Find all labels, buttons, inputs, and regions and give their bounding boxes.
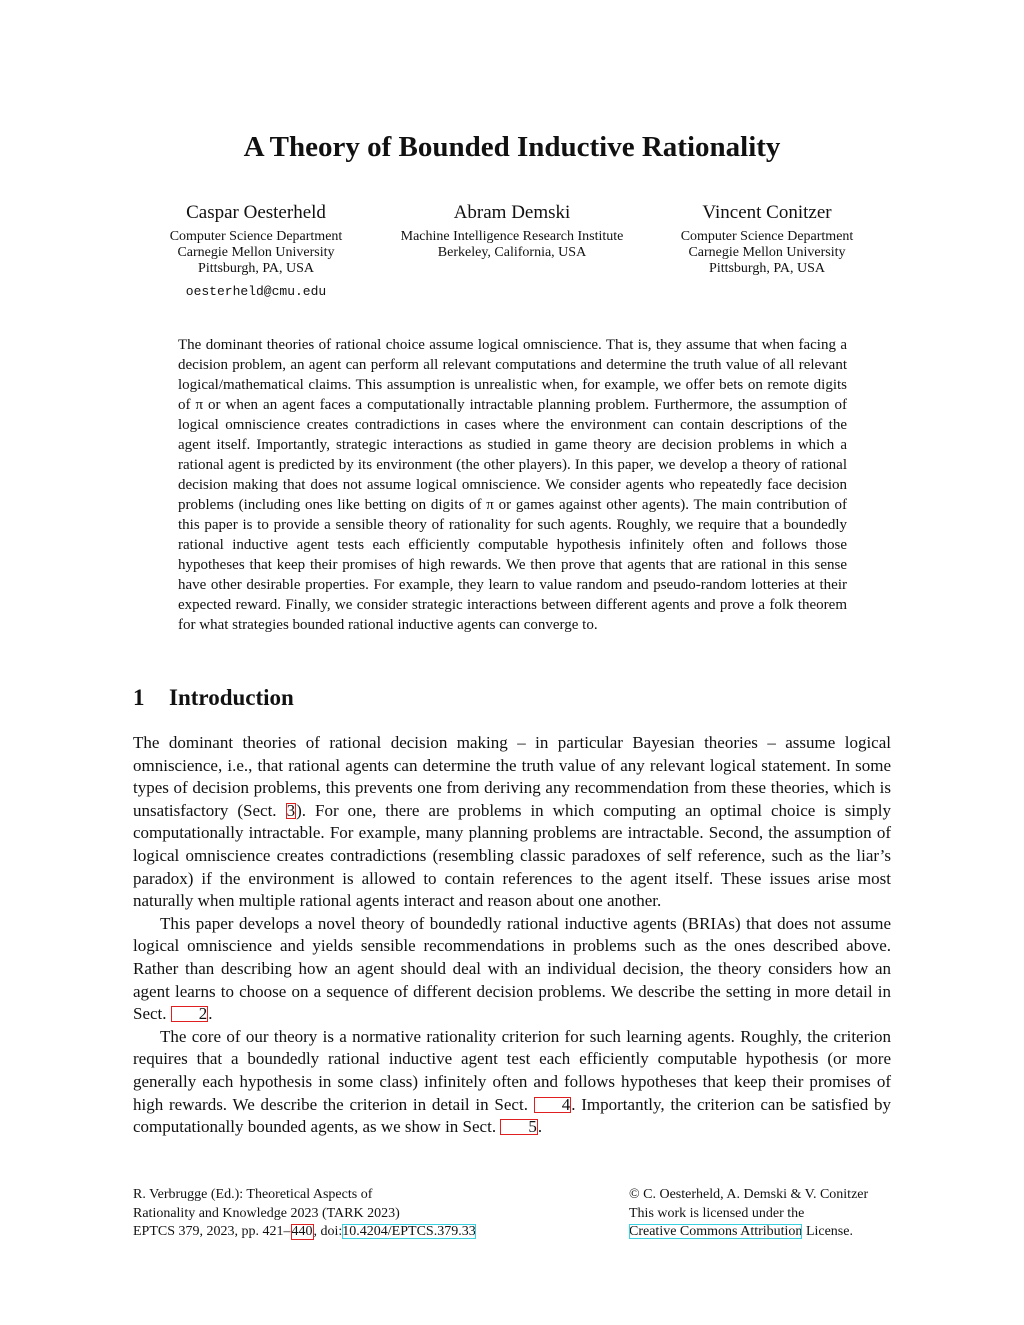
footer-text: License. bbox=[802, 1224, 853, 1239]
author-name: Vincent Conitzer bbox=[702, 202, 832, 223]
footer-line bbox=[133, 1223, 553, 1242]
footer-line: R. Verbrugge (Ed.): Theoretical Aspects of bbox=[133, 1187, 373, 1202]
doi-link[interactable]: 10.4204/EPTCS.379.33 bbox=[342, 1224, 476, 1239]
section-ref-link[interactable]: 5 bbox=[500, 1119, 538, 1135]
section-number: 1 bbox=[133, 685, 145, 710]
paragraph-text: . bbox=[537, 1117, 543, 1137]
footer-line: Rationality and Knowledge 2023 (TARK 2023) bbox=[133, 1205, 400, 1221]
footer-license-info bbox=[629, 1186, 899, 1242]
section-heading bbox=[133, 685, 294, 711]
section-ref-link[interactable]: 2 bbox=[171, 1006, 209, 1022]
author-email: oesterheld@cmu.edu bbox=[185, 284, 327, 299]
paragraph bbox=[133, 1026, 891, 1139]
paragraph-text: . Importantly, the criterion can be satisfied by computationally bounded agents, as we show in Sect. bbox=[133, 1094, 891, 1137]
section-ref-link[interactable]: 3 bbox=[286, 800, 296, 820]
footer-text: , doi: bbox=[313, 1224, 343, 1239]
author-affiliation-line: Carnegie Mellon University bbox=[688, 245, 846, 260]
author-name: Abram Demski bbox=[453, 202, 571, 223]
footer-publication-info bbox=[133, 1186, 553, 1242]
footer-text: EPTCS 379, 2023, pp. 421– bbox=[133, 1224, 291, 1239]
paragraph bbox=[133, 732, 891, 913]
author-affiliation-line: Berkeley, California, USA bbox=[437, 245, 587, 260]
footer-line bbox=[629, 1223, 899, 1242]
author-affiliation-line: Pittsburgh, PA, USA bbox=[198, 261, 314, 276]
paragraph-text: This paper develops a novel theory of boundedly rational inductive agents (BRIAs) that does not assume logical omniscience and yields sensible recommendations in problems such as the ones described above. Rather than describing how an agent should deal with an individual decision, the theory considers how an agent learns to choose on a sequence of different decision problems. We describe the setting in more detail in Sect. bbox=[133, 913, 891, 1024]
footer-line: This work is licensed under the bbox=[629, 1205, 805, 1221]
paragraph-text: The core of our theory is a normative rationality criterion for such learning agents. Roughly, the criterion requires that a boundedly rational inductive agent test each efficiently computable hypothesis (or more generally each hypothesis in some class) infinitely often and follows hypotheses that keep their promises of high rewards. We describe the criterion in detail in Sect. bbox=[133, 1026, 891, 1114]
author-affiliation-line: Pittsburgh, PA, USA bbox=[709, 261, 825, 276]
author-block-1 bbox=[121, 202, 391, 299]
author-affiliation-line: Carnegie Mellon University bbox=[177, 245, 335, 260]
section-title: Introduction bbox=[169, 685, 294, 710]
introduction-body bbox=[133, 732, 891, 1139]
author-name: Caspar Oesterheld bbox=[186, 202, 326, 223]
footer-line: © C. Oesterheld, A. Demski & V. Conitzer bbox=[629, 1187, 869, 1202]
author-affiliation-line: Computer Science Department bbox=[680, 229, 854, 244]
section-ref-link[interactable]: 4 bbox=[534, 1097, 572, 1113]
paragraph-text: The dominant theories of rational decision making – in particular Bayesian theories – assume logical omniscience, i.e., that rational agents can determine the truth value of any relevant logical statement. In some types of decision problems, this prevents one from deriving any recommendation from these theories, which is unsatisfactory (Sect. bbox=[133, 733, 891, 820]
author-affiliation-line: Computer Science Department bbox=[169, 229, 343, 244]
paragraph-text: . bbox=[208, 1004, 213, 1024]
author-block-2 bbox=[377, 202, 647, 261]
page-ref-link[interactable]: 440 bbox=[291, 1224, 313, 1239]
license-link[interactable]: Creative Commons Attribution bbox=[629, 1224, 803, 1239]
paper-title: A Theory of Bounded Inductive Rationality bbox=[243, 131, 781, 163]
abstract: The dominant theories of rational choice assume logical omniscience. That is, they assume that when facing a decision problem, an agent can perform all relevant computations and determine the truth value of all relevant logical/mathematical claims. This assumption is unrealistic when, for example, we offer bets on remote digits of π or when an agent faces a computationally intractable planning problem. Furthermore, the assumption of logical omniscience creates contradictions in cases where the environment can contain descriptions of the agent itself. Importantly, strategic interactions as studied in game theory are decision problems in which a rational agent is predicted by its environment (the other players). In this paper, we develop a theory of rational decision making that does not assume logical omniscience. We consider agents who repeatedly face decision problems (including ones like betting on digits of π or games against other agents). The main contribution of this paper is to provide a sensible theory of rationality for such agents. Roughly, we require that a boundedly rational inductive agent tests each efficiently computable hypothesis infinitely often and follows those hypotheses that keep their promises of high rewards. We then prove that agents that are rational in this sense have other desirable properties. For example, they learn to value random and pseudo-random lotteries at their expected reward. Finally, we consider strategic interactions between different agents and prove a folk theorem for what strategies bounded rational inductive agents can converge to. bbox=[178, 337, 847, 633]
author-block-3 bbox=[632, 202, 902, 277]
paragraph-text: ). For one, there are problems in which computing an optimal choice is simply computationally intractable. For example, many planning problems are intractable. Second, the assumption of logical omniscience creates contradictions (resembling classic paradoxes of self reference, such as the liar’s paradox) if the environment is allowed to contain references to the agent itself. These issues arise most naturally when multiple rational agents interact and reason about one another. bbox=[133, 800, 891, 911]
author-affiliation-line: Machine Intelligence Research Institute bbox=[400, 229, 624, 244]
paragraph bbox=[133, 913, 891, 1026]
